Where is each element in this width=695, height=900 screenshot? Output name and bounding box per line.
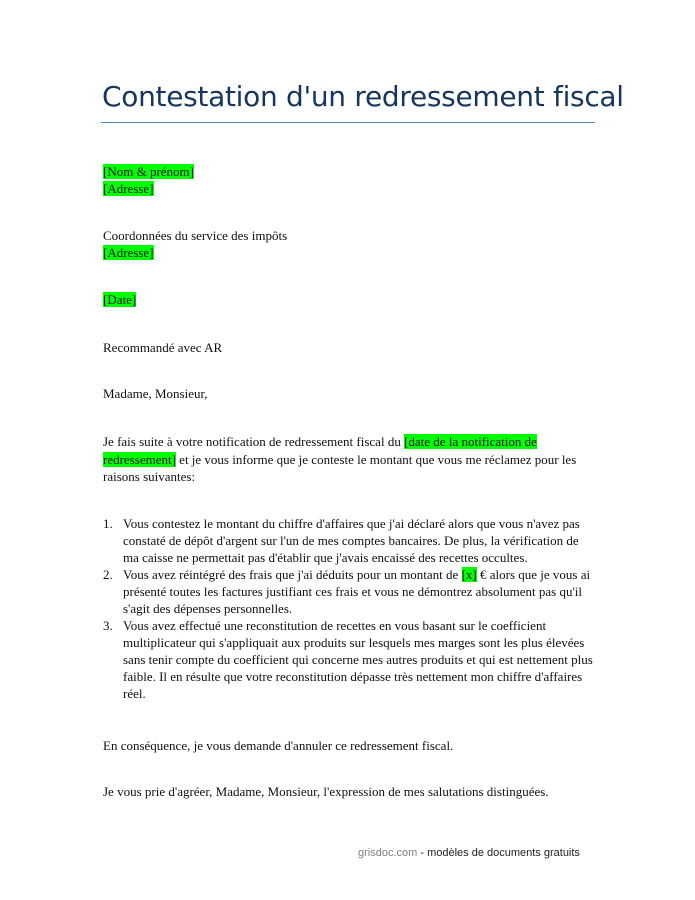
sender-name-placeholder[interactable]: [Nom & prénom] [103,164,194,179]
reason-text: Vous avez effectué une reconstitution de recettes en vous basant sur le coefficient multiplicateur qui s'appliquait aux produits sur lesquels mes marges sont les plus élevées sans tenir compte du coefficient qui concerne mes autres produits et qui est nettement plus faible. Il en résulte que votre reconstitution dépasse très nettement mon chiffre d'affaires réel. [123,618,593,701]
conclusion: En conséquence, je vous demande d'annuler ce redressement fiscal. [103,738,454,753]
reason-text-before: Vous avez réintégré des frais que j'ai déduits pour un montant de [123,567,462,582]
sender-address-line [103,180,154,197]
sender-address-placeholder[interactable]: [Adresse] [103,181,154,196]
date-line [103,291,136,308]
reason-item [103,515,595,566]
document-title: Contestation d'un redressement fiscal [102,80,624,113]
salutation: Madame, Monsieur, [103,386,208,401]
intro-paragraph [103,433,595,486]
intro-text-part1: Je fais suite à votre notification de redressement fiscal du [103,434,405,449]
amount-placeholder[interactable]: [x] [461,567,477,582]
intro-text-part2: et je vous informe que je conteste le montant que vous me réclamez pour les raisons suivantes: [103,451,577,484]
reason-text: Vous contestez le montant du chiffre d'affaires que j'ai déclaré alors que vous n'avez pas constaté de dépôt d'argent sur l'un de mes comptes bancaires. De plus, la vérification de ma caisse ne permettait pas d'établir que j'avais encaissé des recettes occultes. [123,516,580,565]
reason-number: 3. [103,618,113,633]
footer-tagline: - modèles de documents gratuits [417,847,580,859]
reasons-list [103,515,595,702]
reason-item [103,617,595,702]
footer [358,847,580,859]
footer-brand-link[interactable]: grisdoc.com [358,847,418,859]
sender-name-line [103,163,194,180]
reason-number: 2. [103,567,113,582]
recipient-label: Coordonnées du service des impôts [103,228,288,243]
recipient-address-line [103,244,154,261]
recipient-address-placeholder[interactable]: [Adresse] [103,245,154,260]
reason-number: 1. [103,516,113,531]
closing: Je vous prie d'agréer, Madame, Monsieur, l'expression de mes salutations distinguées. [103,784,549,799]
date-placeholder[interactable]: [Date] [103,292,137,307]
delivery-mode: Recommandé avec AR [103,340,223,355]
notification-date-placeholder[interactable]: [date de la notification de redressement] [103,434,537,467]
title-divider [101,122,595,123]
reason-item [103,566,595,617]
reason-text-after: € alors que je vous ai présenté toutes les factures justifiant ces frais et vous ne démontrez absolument pas qu'il s'agit des dépenses personnelles. [123,567,591,616]
